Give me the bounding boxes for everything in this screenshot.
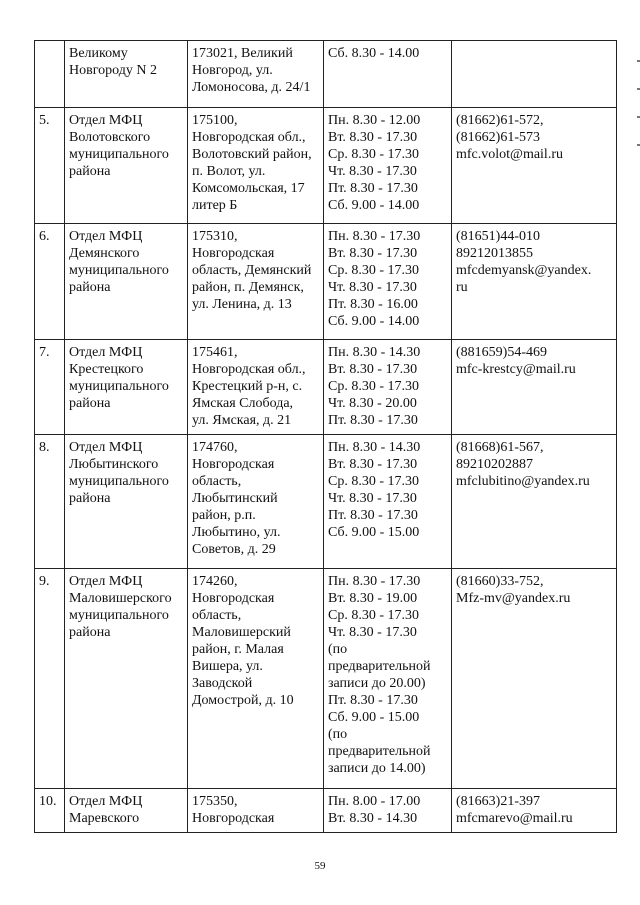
row-number: 5.: [35, 108, 65, 224]
office-schedule: Пн. 8.30 - 14.30 Вт. 8.30 - 17.30 Ср. 8.30 - 17.30 Чт. 8.30 - 17.30 Пт. 8.30 - 17.30 Сб. 9.00 - 15.00: [324, 435, 452, 569]
office-schedule: Пн. 8.00 - 17.00 Вт. 8.30 - 14.30: [324, 789, 452, 833]
office-address: 175310, Новгородская область, Демянский район, п. Демянск, ул. Ленина, д. 13: [188, 224, 324, 340]
row-number: [35, 41, 65, 108]
office-name: Отдел МФЦ Маревского: [65, 789, 188, 833]
office-address: 174760, Новгородская область, Любытинский район, р.п. Любытино, ул. Советов, д. 29: [188, 435, 324, 569]
row-number: 8.: [35, 435, 65, 569]
office-schedule: Пн. 8.30 - 17.30 Вт. 8.30 - 17.30 Ср. 8.30 - 17.30 Чт. 8.30 - 17.30 Пт. 8.30 - 16.00 Сб. 9.00 - 14.00: [324, 224, 452, 340]
office-address: 175350, Новгородская: [188, 789, 324, 833]
row-number: 9.: [35, 569, 65, 789]
office-contacts: (81668)61-567, 89210202887 mfclubitino@yandex.ru: [452, 435, 617, 569]
table-row: [35, 340, 617, 435]
office-contacts: (881659)54-469 mfc-krestcy@mail.ru: [452, 340, 617, 435]
table-row: [35, 789, 617, 833]
office-contacts: [452, 41, 617, 108]
office-contacts: (81660)33-752, Mfz-mv@yandex.ru: [452, 569, 617, 789]
row-number: 7.: [35, 340, 65, 435]
page-number: 59: [314, 860, 326, 872]
table-row: [35, 108, 617, 224]
office-address: 173021, Великий Новгород, ул. Ломоносова, д. 24/1: [188, 41, 324, 108]
office-name: Отдел МФЦ Волотовского муниципального района: [65, 108, 188, 224]
table-row: [35, 41, 617, 108]
office-contacts: (81651)44-010 89212013855 mfcdemyansk@yandex. ru: [452, 224, 617, 340]
office-name: Отдел МФЦ Маловишерского муниципального района: [65, 569, 188, 789]
mfc-offices-table: [34, 40, 617, 833]
office-contacts: (81663)21-397 mfcmarevo@mail.ru: [452, 789, 617, 833]
office-address: 175461, Новгородская обл., Крестецкий р-н, с. Ямская Слобода, ул. Ямская, д. 21: [188, 340, 324, 435]
table-row: [35, 569, 617, 789]
office-address: 175100, Новгородская обл., Волотовский район, п. Волот, ул. Комсомольская, 17 литер Б: [188, 108, 324, 224]
office-schedule: Пн. 8.30 - 12.00 Вт. 8.30 - 17.30 Ср. 8.30 - 17.30 Чт. 8.30 - 17.30 Пт. 8.30 - 17.30 Сб. 9.00 - 14.00: [324, 108, 452, 224]
table-row: [35, 435, 617, 569]
office-name: Отдел МФЦ Крестецкого муниципального района: [65, 340, 188, 435]
office-schedule: Сб. 8.30 - 14.00: [324, 41, 452, 108]
office-name: Отдел МФЦ Любытинского муниципального района: [65, 435, 188, 569]
office-name: Великому Новгороду N 2: [65, 41, 188, 108]
table-row: [35, 224, 617, 340]
office-name: Отдел МФЦ Демянского муниципального района: [65, 224, 188, 340]
office-schedule: Пн. 8.30 - 17.30 Вт. 8.30 - 19.00 Ср. 8.30 - 17.30 Чт. 8.30 - 17.30 (по предварительной записи до 20.00) Пт. 8.30 - 17.30 Сб. 9.00 - 15.00 (по предварительной записи до 14.00): [324, 569, 452, 789]
office-contacts: (81662)61-572, (81662)61-573 mfc.volot@mail.ru: [452, 108, 617, 224]
row-number: 6.: [35, 224, 65, 340]
office-schedule: Пн. 8.30 - 14.30 Вт. 8.30 - 17.30 Ср. 8.30 - 17.30 Чт. 8.30 - 20.00 Пт. 8.30 - 17.30: [324, 340, 452, 435]
office-address: 174260, Новгородская область, Маловишерский район, г. Малая Вишера, ул. Заводской Домострой, д. 10: [188, 569, 324, 789]
row-number: 10.: [35, 789, 65, 833]
